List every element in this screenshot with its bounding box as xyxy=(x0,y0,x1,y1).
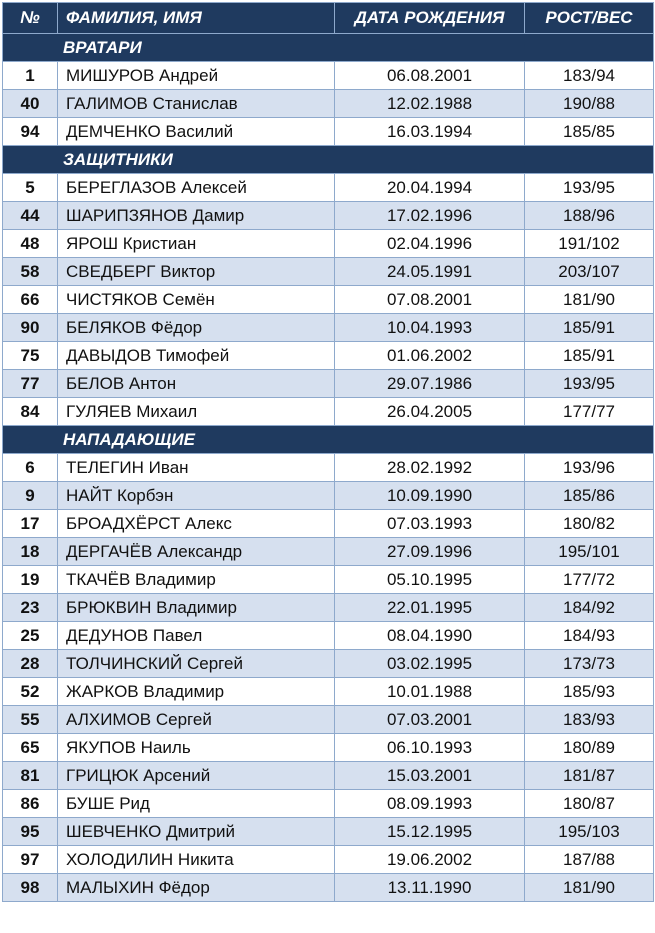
player-birth-date: 20.04.1994 xyxy=(335,174,525,202)
player-height-weight: 193/95 xyxy=(525,174,654,202)
player-name: СВЕДБЕРГ Виктор xyxy=(58,258,335,286)
player-height-weight: 190/88 xyxy=(525,90,654,118)
player-number: 17 xyxy=(3,510,58,538)
player-name: МИШУРОВ Андрей xyxy=(58,62,335,90)
section-row xyxy=(3,146,654,174)
player-birth-date: 06.10.1993 xyxy=(335,734,525,762)
player-number: 94 xyxy=(3,118,58,146)
section-title: НАПАДАЮЩИЕ xyxy=(63,429,195,449)
player-number: 58 xyxy=(3,258,58,286)
player-name: МАЛЫХИН Фёдор xyxy=(58,874,335,902)
player-name: ТОЛЧИНСКИЙ Сергей xyxy=(58,650,335,678)
player-row xyxy=(3,118,654,146)
player-name: ЯРОШ Кристиан xyxy=(58,230,335,258)
player-birth-date: 19.06.2002 xyxy=(335,846,525,874)
header-row xyxy=(3,3,654,34)
player-name: БРОАДХЁРСТ Алекс xyxy=(58,510,335,538)
player-birth-date: 03.02.1995 xyxy=(335,650,525,678)
player-height-weight: 177/77 xyxy=(525,398,654,426)
player-name: ЖАРКОВ Владимир xyxy=(58,678,335,706)
player-name: БЕЛЯКОВ Фёдор xyxy=(58,314,335,342)
player-height-weight: 184/92 xyxy=(525,594,654,622)
player-row xyxy=(3,286,654,314)
player-height-weight: 185/93 xyxy=(525,678,654,706)
player-birth-date: 29.07.1986 xyxy=(335,370,525,398)
player-number: 19 xyxy=(3,566,58,594)
player-row xyxy=(3,846,654,874)
player-birth-date: 06.08.2001 xyxy=(335,62,525,90)
player-height-weight: 183/94 xyxy=(525,62,654,90)
player-number: 48 xyxy=(3,230,58,258)
player-row xyxy=(3,762,654,790)
player-number: 97 xyxy=(3,846,58,874)
player-height-weight: 181/87 xyxy=(525,762,654,790)
player-height-weight: 187/88 xyxy=(525,846,654,874)
player-row xyxy=(3,314,654,342)
player-name: ДЕМЧЕНКО Василий xyxy=(58,118,335,146)
player-row xyxy=(3,650,654,678)
player-height-weight: 185/86 xyxy=(525,482,654,510)
player-birth-date: 07.03.1993 xyxy=(335,510,525,538)
player-name: АЛХИМОВ Сергей xyxy=(58,706,335,734)
player-name: БЕРЕГЛАЗОВ Алексей xyxy=(58,174,335,202)
player-number: 65 xyxy=(3,734,58,762)
header-name: ФАМИЛИЯ, ИМЯ xyxy=(58,3,335,34)
player-birth-date: 24.05.1991 xyxy=(335,258,525,286)
player-number: 98 xyxy=(3,874,58,902)
player-birth-date: 05.10.1995 xyxy=(335,566,525,594)
player-height-weight: 195/101 xyxy=(525,538,654,566)
player-name: ДЕДУНОВ Павел xyxy=(58,622,335,650)
player-name: НАЙТ Корбэн xyxy=(58,482,335,510)
player-row xyxy=(3,594,654,622)
section-title: ВРАТАРИ xyxy=(63,37,142,57)
player-name: ДЕРГАЧЁВ Александр xyxy=(58,538,335,566)
player-name: ТЕЛЕГИН Иван xyxy=(58,454,335,482)
player-birth-date: 10.01.1988 xyxy=(335,678,525,706)
player-height-weight: 193/96 xyxy=(525,454,654,482)
header-number: № xyxy=(3,3,58,34)
player-number: 66 xyxy=(3,286,58,314)
player-name: ЯКУПОВ Наиль xyxy=(58,734,335,762)
player-number: 28 xyxy=(3,650,58,678)
player-number: 18 xyxy=(3,538,58,566)
player-number: 84 xyxy=(3,398,58,426)
player-row xyxy=(3,538,654,566)
player-birth-date: 26.04.2005 xyxy=(335,398,525,426)
player-name: ТКАЧЁВ Владимир xyxy=(58,566,335,594)
player-height-weight: 193/95 xyxy=(525,370,654,398)
player-height-weight: 180/82 xyxy=(525,510,654,538)
player-number: 23 xyxy=(3,594,58,622)
player-height-weight: 188/96 xyxy=(525,202,654,230)
player-height-weight: 185/85 xyxy=(525,118,654,146)
player-birth-date: 12.02.1988 xyxy=(335,90,525,118)
player-name: БУШЕ Рид xyxy=(58,790,335,818)
player-number: 90 xyxy=(3,314,58,342)
player-row xyxy=(3,230,654,258)
player-name: ГУЛЯЕВ Михаил xyxy=(58,398,335,426)
player-birth-date: 10.04.1993 xyxy=(335,314,525,342)
player-row xyxy=(3,566,654,594)
header-height-weight: РОСТ/ВЕС xyxy=(525,3,654,34)
section-title: ЗАЩИТНИКИ xyxy=(63,149,173,169)
player-row xyxy=(3,370,654,398)
player-number: 52 xyxy=(3,678,58,706)
player-row xyxy=(3,174,654,202)
player-row xyxy=(3,706,654,734)
section-row xyxy=(3,426,654,454)
player-height-weight: 173/73 xyxy=(525,650,654,678)
player-height-weight: 181/90 xyxy=(525,874,654,902)
player-birth-date: 16.03.1994 xyxy=(335,118,525,146)
player-number: 77 xyxy=(3,370,58,398)
player-birth-date: 01.06.2002 xyxy=(335,342,525,370)
player-height-weight: 184/93 xyxy=(525,622,654,650)
player-birth-date: 02.04.1996 xyxy=(335,230,525,258)
player-height-weight: 180/89 xyxy=(525,734,654,762)
player-number: 86 xyxy=(3,790,58,818)
player-row xyxy=(3,202,654,230)
player-name: ХОЛОДИЛИН Никита xyxy=(58,846,335,874)
player-number: 55 xyxy=(3,706,58,734)
player-row xyxy=(3,342,654,370)
player-number: 25 xyxy=(3,622,58,650)
player-name: ДАВЫДОВ Тимофей xyxy=(58,342,335,370)
player-height-weight: 183/93 xyxy=(525,706,654,734)
player-birth-date: 07.08.2001 xyxy=(335,286,525,314)
player-height-weight: 185/91 xyxy=(525,342,654,370)
roster-table xyxy=(2,2,654,902)
player-height-weight: 181/90 xyxy=(525,286,654,314)
player-height-weight: 195/103 xyxy=(525,818,654,846)
player-birth-date: 17.02.1996 xyxy=(335,202,525,230)
roster-body xyxy=(3,34,654,902)
player-row xyxy=(3,622,654,650)
player-height-weight: 203/107 xyxy=(525,258,654,286)
player-birth-date: 15.12.1995 xyxy=(335,818,525,846)
player-name: БЕЛОВ Антон xyxy=(58,370,335,398)
player-name: ГАЛИМОВ Станислав xyxy=(58,90,335,118)
player-name: ШЕВЧЕНКО Дмитрий xyxy=(58,818,335,846)
player-height-weight: 191/102 xyxy=(525,230,654,258)
header-birth-date: ДАТА РОЖДЕНИЯ xyxy=(335,3,525,34)
player-row xyxy=(3,62,654,90)
player-row xyxy=(3,510,654,538)
player-name: БРЮКВИН Владимир xyxy=(58,594,335,622)
player-birth-date: 28.02.1992 xyxy=(335,454,525,482)
player-row xyxy=(3,734,654,762)
player-number: 40 xyxy=(3,90,58,118)
player-birth-date: 10.09.1990 xyxy=(335,482,525,510)
player-birth-date: 08.04.1990 xyxy=(335,622,525,650)
player-birth-date: 27.09.1996 xyxy=(335,538,525,566)
player-number: 44 xyxy=(3,202,58,230)
player-number: 5 xyxy=(3,174,58,202)
player-number: 81 xyxy=(3,762,58,790)
player-name: ГРИЦЮК Арсений xyxy=(58,762,335,790)
player-row xyxy=(3,874,654,902)
player-row xyxy=(3,678,654,706)
player-row xyxy=(3,790,654,818)
player-row xyxy=(3,482,654,510)
player-height-weight: 185/91 xyxy=(525,314,654,342)
player-birth-date: 08.09.1993 xyxy=(335,790,525,818)
player-row xyxy=(3,818,654,846)
player-row xyxy=(3,398,654,426)
player-number: 6 xyxy=(3,454,58,482)
player-name: ЧИСТЯКОВ Семён xyxy=(58,286,335,314)
player-birth-date: 07.03.2001 xyxy=(335,706,525,734)
player-birth-date: 15.03.2001 xyxy=(335,762,525,790)
player-number: 75 xyxy=(3,342,58,370)
player-height-weight: 180/87 xyxy=(525,790,654,818)
player-birth-date: 22.01.1995 xyxy=(335,594,525,622)
player-birth-date: 13.11.1990 xyxy=(335,874,525,902)
player-row xyxy=(3,454,654,482)
player-row xyxy=(3,258,654,286)
section-row xyxy=(3,34,654,62)
player-number: 1 xyxy=(3,62,58,90)
player-row xyxy=(3,90,654,118)
player-number: 95 xyxy=(3,818,58,846)
player-name: ШАРИПЗЯНОВ Дамир xyxy=(58,202,335,230)
player-height-weight: 177/72 xyxy=(525,566,654,594)
player-number: 9 xyxy=(3,482,58,510)
